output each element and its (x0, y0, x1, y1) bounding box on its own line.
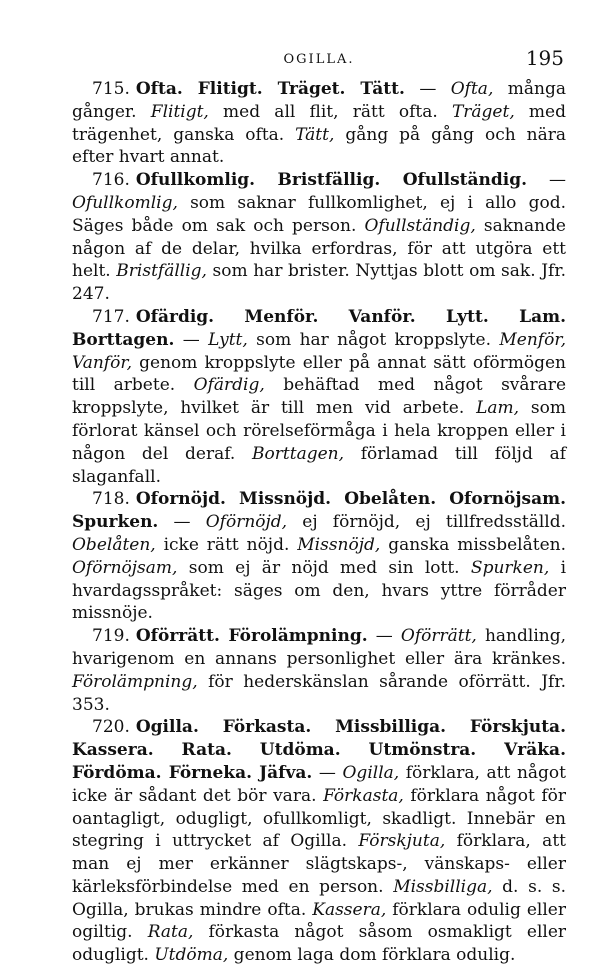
entry-headwords: Ofta. Flitigt. Träget. Tätt. (135, 79, 405, 99)
definition-text: — (158, 512, 206, 533)
term-italic: Utdöma, (154, 945, 229, 966)
term-italic: Rata, (147, 922, 194, 943)
entry-number: 716. (92, 170, 130, 191)
entry-headwords: Ofärdig. Menför. Vanför. Lytt. Lam. Borttagen. (72, 306, 566, 350)
definition-text: som har brister. Nyttjas blott om sak. Jfr. 247. (72, 261, 566, 305)
definition-text: förklara odulig eller ogiltig. (72, 899, 566, 943)
term-italic: Oförnöjsam, (72, 557, 178, 578)
definition-text: — (527, 170, 567, 191)
term-italic: Oförnöjd, (205, 512, 288, 533)
term-italic: Förkasta, (323, 785, 404, 806)
entry-number: 719. (92, 626, 130, 647)
definition-text: förkasta något såsom osmakligt eller odugligt. (72, 922, 567, 966)
entry-list (72, 78, 566, 967)
entry-headwords: Ofullkomlig. Bristfällig. Ofullständig. (135, 170, 528, 191)
term-italic: Förolämpning, (72, 671, 198, 692)
term-italic: Ofta, (450, 79, 494, 99)
term-italic: Bristfällig, (116, 261, 207, 282)
definition-text: behäftad med något svårare kroppslyte, hvilket är till men vid arbete. (72, 375, 566, 419)
page-header (72, 42, 566, 78)
page-number: 195 (525, 46, 564, 70)
definition-text: som förlorat känsel och rörelseförmåga i hela kroppen eller i någon del deraf. (72, 398, 566, 464)
definition-text: förklara något för oantagligt, odugligt, ofullkomligt, skadligt. Innebär en stegring i uttrycket af Ogilla. (72, 785, 566, 852)
definition-text: förklara, att något icke är sådant det bör vara. (72, 762, 566, 806)
entry-headwords: Oförrätt. Förolämpning. (135, 626, 368, 647)
definition-text: gång på gång och nära efter hvart annat. (72, 124, 566, 168)
term-italic: Flitigt, (150, 101, 209, 122)
definition-text: genom laga dom förklara odulig. (228, 945, 516, 966)
term-italic: Vanför, (72, 352, 132, 373)
dictionary-entry (72, 306, 566, 488)
term-italic: Menför, (499, 329, 566, 350)
definition-text: saknande någon af de delar, hvilka erfordras, för att utgöra ett helt. (72, 215, 566, 282)
term-italic: Ofullständig, (364, 215, 476, 236)
definition-text: handling, hvarigenom en annans personlighet eller ära kränkes. (72, 626, 566, 669)
entry-number: 717. (92, 306, 130, 327)
term-italic: Spurken, (470, 557, 550, 578)
dictionary-entry (72, 488, 566, 625)
definition-text: som saknar fullkomlighet, ej i allo god. Säges både om sak och person. (72, 192, 566, 236)
entry-number: 715. (92, 79, 130, 99)
term-italic: Ogilla, (342, 762, 400, 783)
definition-text: med all flit, rätt ofta. (208, 101, 452, 122)
entry-number: 720. (92, 717, 130, 738)
term-italic: Missbilliga, (393, 876, 493, 897)
definition-text: med trägenhet, ganska ofta. (72, 101, 566, 145)
entry-headwords: Ofornöjd. Missnöjd. Obelåten. Ofornöjsam. Spurken. (72, 489, 566, 533)
definition-text: som ej är nöjd med sin lott. (177, 557, 471, 578)
definition-text: många gånger. (72, 79, 567, 122)
term-italic: Ofärdig, (193, 375, 265, 396)
definition-text: som har något kroppslyte. (247, 329, 500, 350)
term-italic: Oförrätt, (400, 626, 477, 647)
definition-text: d. s. s. Ogilla, brukas mindre ofta. (72, 876, 566, 920)
term-italic: Obelåten, (72, 534, 156, 555)
entry-headwords: Ogilla. Förkasta. Missbilliga. Förskjuta. Kassera. Rata. Utdöma. Utmönstra. Vräka. Fördöma. Förneka. Jäfva. (72, 717, 566, 783)
term-italic: Ofullkomlig, (72, 192, 178, 213)
dictionary-entry (72, 625, 566, 716)
dictionary-entry (72, 78, 566, 169)
entry-number: 718. (92, 489, 130, 510)
definition-text: ej förnöjd, ej tillfredsställd. (287, 512, 566, 533)
definition-text: — (367, 626, 401, 647)
term-italic: Tätt, (295, 124, 335, 145)
term-italic: Missnöjd, (297, 534, 381, 555)
running-head: OGILLA. (283, 52, 355, 67)
dictionary-entry (72, 716, 566, 967)
term-italic: Lytt, (208, 329, 248, 350)
definition-text: — (404, 79, 451, 99)
term-italic: Lam, (476, 398, 520, 419)
definition-text: genom kroppslyte eller på annat sätt oförmögen till arbete. (72, 352, 566, 396)
definition-text: förklara, att man ej mer erkänner slägtskaps-, vänskaps- eller kärleksförbindelse med en person. (72, 831, 566, 897)
term-italic: Träget, (451, 101, 515, 122)
term-italic: Förskjuta, (358, 831, 446, 852)
definition-text: — (312, 762, 343, 783)
definition-text: i hvardagsspråket: säges om den, hvars yttre förråder missnöje. (72, 557, 567, 624)
definition-text: ganska missbelåten. (380, 534, 566, 555)
definition-text: förlamad till följd af slaganfall. (72, 443, 566, 487)
dictionary-entry (72, 169, 566, 306)
term-italic: Kassera, (312, 899, 387, 920)
definition-text: icke rätt nöjd. (155, 534, 298, 555)
term-italic: Borttagen, (252, 443, 344, 464)
definition-text: för hederskänslan sårande oförrätt. Jfr. 353. (72, 671, 566, 715)
definition-text: — (174, 329, 209, 350)
